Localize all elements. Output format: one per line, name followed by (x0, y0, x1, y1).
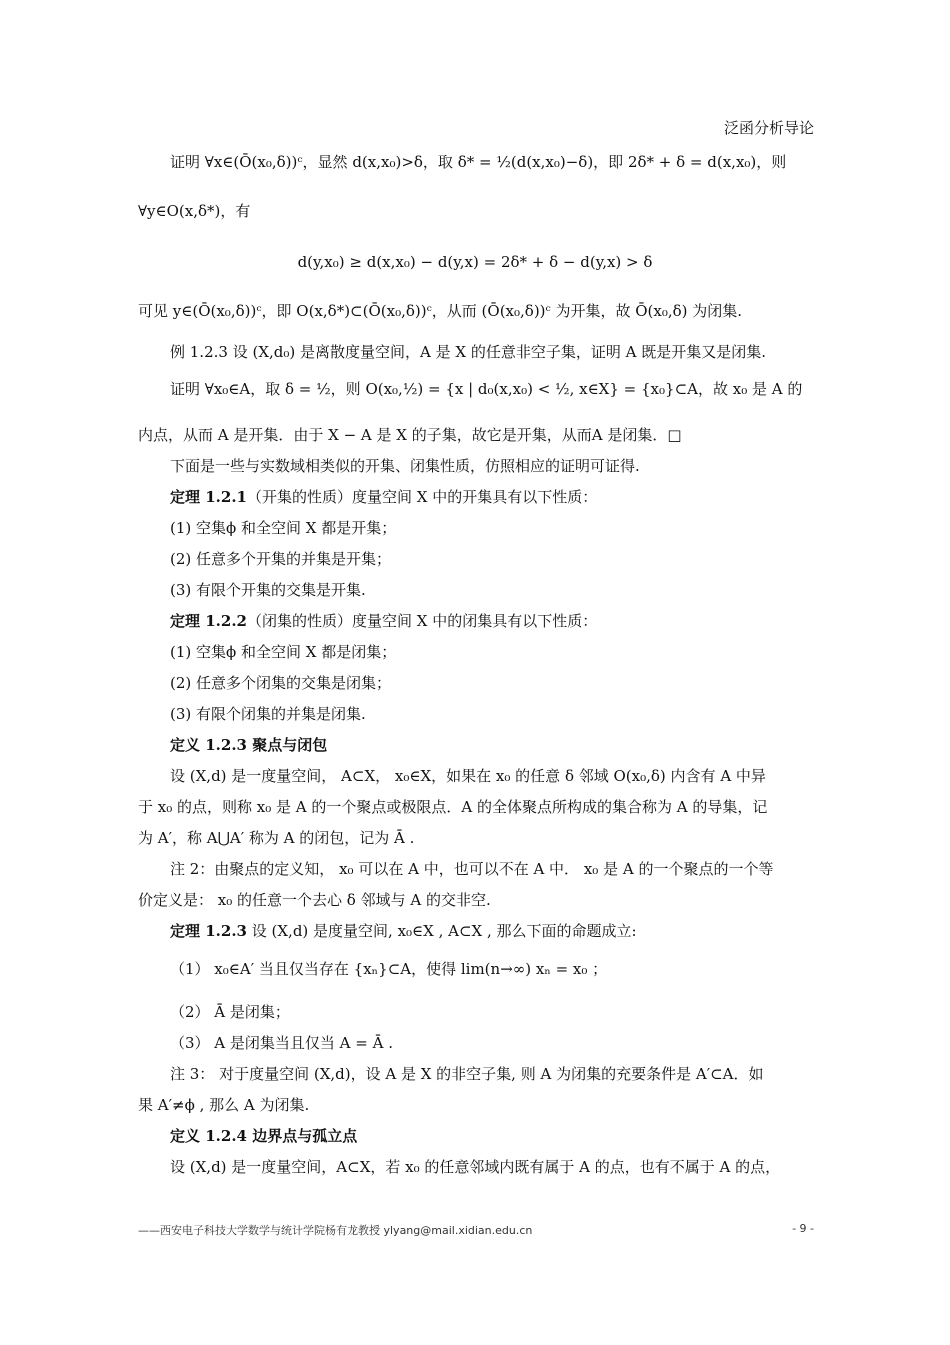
definition-1-2-3 (170, 734, 327, 756)
list-item: （3） A 是闭集当且仅当 A = Ā . (170, 1034, 393, 1052)
list-item: （2） Ā 是闭集； (170, 1003, 290, 1021)
list-item: （1） x₀∈A′ 当且仅当存在 {xₙ}⊂A，使得 lim(n→∞) xₙ = x₀ ； (170, 960, 608, 978)
theorem-1-2-2 (170, 610, 597, 632)
example-1-2-3: 例 1.2.3 设 (X,d₀) 是离散度量空间，A 是 X 的任意非空子集，证明 A 既是开集又是闭集. (170, 343, 766, 361)
list-item: (1) 空集ϕ 和全空间 X 都是闭集； (170, 643, 397, 661)
running-header: 泛函分析导论 (723, 119, 814, 137)
page-number: - 9 - (792, 1222, 814, 1235)
list-item: (1) 空集ϕ 和全空间 X 都是开集； (170, 519, 397, 537)
list-item: (2) 任意多个开集的并集是开集； (170, 550, 392, 568)
theorem-label: 定理 1.2.3 (170, 922, 247, 940)
theorem-text: 设 (X,d) 是度量空间, x₀∈X , A⊂X , 那么下面的命题成立: (246, 922, 637, 940)
footer-author: ——西安电子科技大学数学与统计学院杨有龙教授 ylyang@mail.xidian.edu.cn (138, 1224, 533, 1237)
theorem-label: 定理 1.2.2 (170, 612, 247, 630)
list-item: (2) 任意多个闭集的交集是闭集； (170, 674, 392, 692)
theorem-text: （闭集的性质）度量空间 X 中的闭集具有以下性质： (246, 612, 598, 630)
definition-text-3: 为 A′，称 A⋃A′ 称为 A 的闭包，记为 Ā . (138, 829, 415, 847)
note-3-line-1: 注 3： 对于度量空间 (X,d)，设 A 是 X 的非空子集, 则 A 为闭集的充要条件是 A′⊂A．如 (170, 1065, 764, 1083)
proof-line-1: 证明 ∀x∈(Ō(x₀,δ))ᶜ，显然 d(x,x₀)>δ，取 δ* = ½(d(x,x₀)−δ)，即 2δ* + δ = d(x,x₀)，则 (170, 153, 787, 171)
definition-text: 设 (X,d) 是一度量空间，A⊂X，若 x₀ 的任意邻域内既有属于 A 的点，也有不属于 A 的点， (170, 1158, 781, 1176)
example-proof-line-2: 内点，从而 A 是开集．由于 X − A 是 X 的子集，故它是开集，从而A 是闭集．□ (138, 426, 682, 444)
note-2-line-2: 价定义是： x₀ 的任意一个去心 δ 邻域与 A 的交非空. (138, 891, 491, 909)
definition-label: 定义 1.2.4 边界点与孤立点 (170, 1127, 358, 1145)
proof-line-2: ∀y∈O(x,δ*)，有 (138, 202, 251, 220)
theorem-1-2-3 (170, 920, 637, 942)
page-footer (138, 1222, 814, 1238)
note-3-line-2: 果 A′≠ϕ , 那么 A 为闭集. (138, 1096, 310, 1114)
theorem-1-2-1 (170, 486, 597, 508)
list-item: (3) 有限个开集的交集是开集. (170, 581, 366, 599)
list-item: (3) 有限个闭集的并集是闭集. (170, 705, 366, 723)
definition-1-2-4 (170, 1125, 357, 1147)
example-proof-line-1: 证明 ∀x₀∈A，取 δ = ½，则 O(x₀,½) = {x | d₀(x,x₀) < ½, x∈X} = {x₀}⊂A，故 x₀ 是 A 的 (170, 380, 803, 398)
definition-text-1: 设 (X,d) 是一度量空间， A⊂X， x₀∈X，如果在 x₀ 的任意 δ 邻域 O(x₀,δ) 内含有 A 中异 (170, 767, 766, 785)
display-equation: d(y,x₀) ≥ d(x,x₀) − d(y,x) = 2δ* + δ − d(y,x) > δ (297, 253, 653, 271)
definition-text-2: 于 x₀ 的点，则称 x₀ 是 A 的一个聚点或极限点．A 的全体聚点所构成的集合称为 A 的导集，记 (138, 798, 768, 816)
theorem-label: 定理 1.2.1 (170, 488, 247, 506)
definition-label: 定义 1.2.3 聚点与闭包 (170, 736, 328, 754)
note-2-line-1: 注 2：由聚点的定义知， x₀ 可以在 A 中，也可以不在 A 中． x₀ 是 A 的一个聚点的一个等 (170, 860, 774, 878)
theorem-text: （开集的性质）度量空间 X 中的开集具有以下性质： (246, 488, 598, 506)
proof-line-3: 可见 y∈(Ō(x₀,δ))ᶜ，即 O(x,δ*)⊂(Ō(x₀,δ))ᶜ，从而 (Ō(x₀,δ))ᶜ 为开集，故 Ō(x₀,δ) 为闭集. (138, 302, 743, 320)
intro-sentence: 下面是一些与实数域相类似的开集、闭集性质，仿照相应的证明可证得. (170, 457, 640, 475)
